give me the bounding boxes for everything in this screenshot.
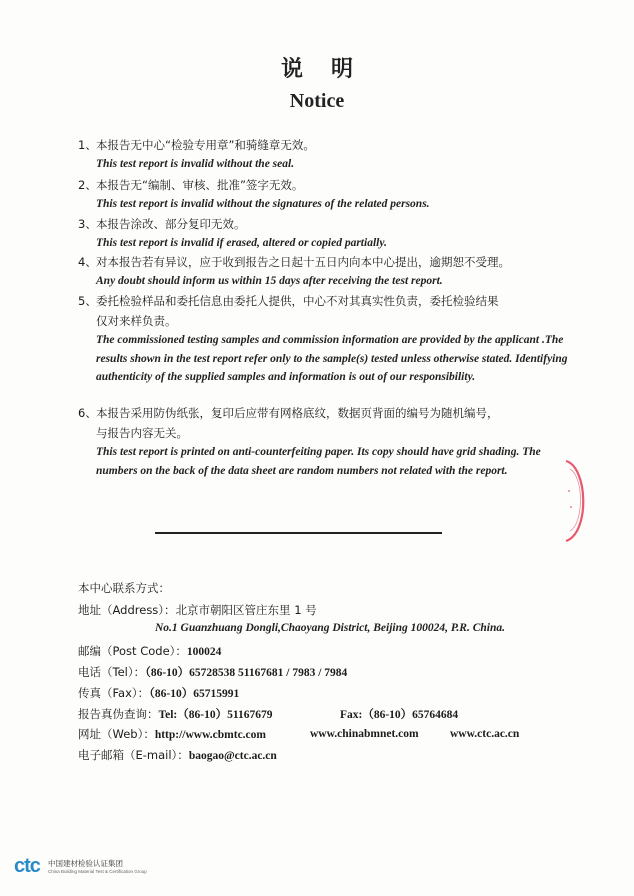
item-text-zh: 本报告涂改、部分复印无效。	[96, 217, 246, 231]
logo-mark: ctc	[14, 855, 40, 877]
item-text-zh: 本报告采用防伪纸张，复印后应带有网格底纹，数据页背面的编号为随机编号，	[96, 406, 499, 420]
tel-value: （86-10）65728538 51167681 / 7983 / 7984	[145, 667, 348, 679]
item-number: 4、	[78, 255, 97, 269]
web-label: 网址（Web）：	[78, 727, 155, 741]
item-text-en: This test report is invalid without the signatures of the related persons.	[96, 198, 430, 210]
item-text-zh: 对本报告若有异议，应于收到报告之日起十五日内向本中心提出，逾期恕不受理。	[96, 255, 510, 269]
contact-fax	[78, 685, 239, 701]
item-text-zh-cont: 与报告内容无关。	[96, 426, 188, 440]
web-link-3-wrap	[450, 726, 519, 740]
web-link-1[interactable]: http://www.cbmtc.com	[154, 729, 266, 741]
item-text-en: The commissioned testing samples and commission information are provided by the applicant .The results shown in the test report refer only to the sample(s) tested unless otherwise stated. Identifying authenticity of the supplied samples and information is out of our responsibility.	[96, 334, 568, 383]
contact-postcode	[78, 643, 221, 659]
contact-verify	[78, 706, 272, 722]
item-text-zh-cont: 仅对来样负责。	[96, 314, 177, 328]
item-text-zh: 委托检验样品和委托信息由委托人提供，中心不对其真实性负责，委托检验结果	[96, 294, 499, 308]
contact-tel	[78, 664, 347, 680]
email-value[interactable]: baogao@ctc.ac.cn	[188, 750, 277, 762]
web-link-2[interactable]: www.chinabmnet.com	[310, 728, 419, 740]
notice-item-5	[78, 291, 568, 387]
contact-address	[78, 602, 317, 618]
notice-item-2	[78, 175, 568, 214]
notice-item-1	[78, 135, 568, 174]
verify-tel: Tel:（86-10）51167679	[158, 709, 273, 721]
item-number: 5、	[78, 294, 97, 308]
page-title-en: Notice	[289, 90, 345, 112]
tel-label: 电话（Tel）：	[78, 665, 146, 679]
item-number: 3、	[78, 217, 97, 231]
postcode-value: 100024	[186, 646, 222, 658]
notice-item-4	[78, 252, 568, 291]
logo-name-en: China Building Material Test & Certification Group	[48, 869, 147, 874]
web-link-2-wrap	[310, 726, 419, 740]
section-divider	[155, 532, 442, 534]
item-text-en: This test report is invalid if erased, altered or copied partially.	[96, 237, 387, 249]
item-text-en: This test report is printed on anti-counterfeiting paper. Its copy should have grid shading. The numbers on the back of the data sheet are random numbers not related with the report.	[96, 446, 541, 477]
contact-email	[78, 747, 277, 763]
logo-name-zh: 中国建材检验认证集团	[48, 859, 123, 868]
address-label: 地址（Address）：	[78, 603, 176, 617]
address-zh: 北京市朝阳区管庄东里 1 号	[175, 603, 317, 617]
verify-fax-wrap	[340, 706, 458, 722]
postcode-label: 邮编（Post Code）：	[78, 644, 187, 658]
item-text-en: Any doubt should inform us within 15 days after receiving the test report.	[96, 275, 443, 287]
contact-heading: 本中心联系方式：	[78, 581, 170, 595]
email-label: 电子邮箱（E-mail）：	[78, 748, 189, 762]
seal-stamp	[548, 455, 608, 545]
item-number: 6、	[78, 406, 97, 420]
verify-label: 报告真伪查询：	[78, 707, 159, 721]
web-link-3[interactable]: www.ctc.ac.cn	[450, 728, 520, 740]
item-text-zh: 本报告无“编制、审核、批准”签字无效。	[96, 178, 304, 192]
address-en: No.1 Guanzhuang Dongli,Chaoyang District, Beijing 100024, P.R. China.	[155, 622, 505, 634]
item-text-zh: 本报告无中心“检验专用章”和骑缝章无效。	[96, 138, 315, 152]
verify-fax: Fax:（86-10）65764684	[340, 709, 459, 721]
item-number: 1、	[78, 138, 97, 152]
notice-item-3	[78, 214, 568, 253]
item-text-en: This test report is invalid without the seal.	[96, 158, 295, 170]
page-title-zh: 说明	[280, 57, 381, 82]
item-number: 2、	[78, 178, 97, 192]
ctc-logo	[14, 855, 154, 881]
fax-value: （86-10）65715991	[149, 688, 240, 700]
contact-web	[78, 726, 266, 742]
notice-item-6	[78, 403, 568, 480]
fax-label: 传真（Fax）：	[78, 686, 150, 700]
